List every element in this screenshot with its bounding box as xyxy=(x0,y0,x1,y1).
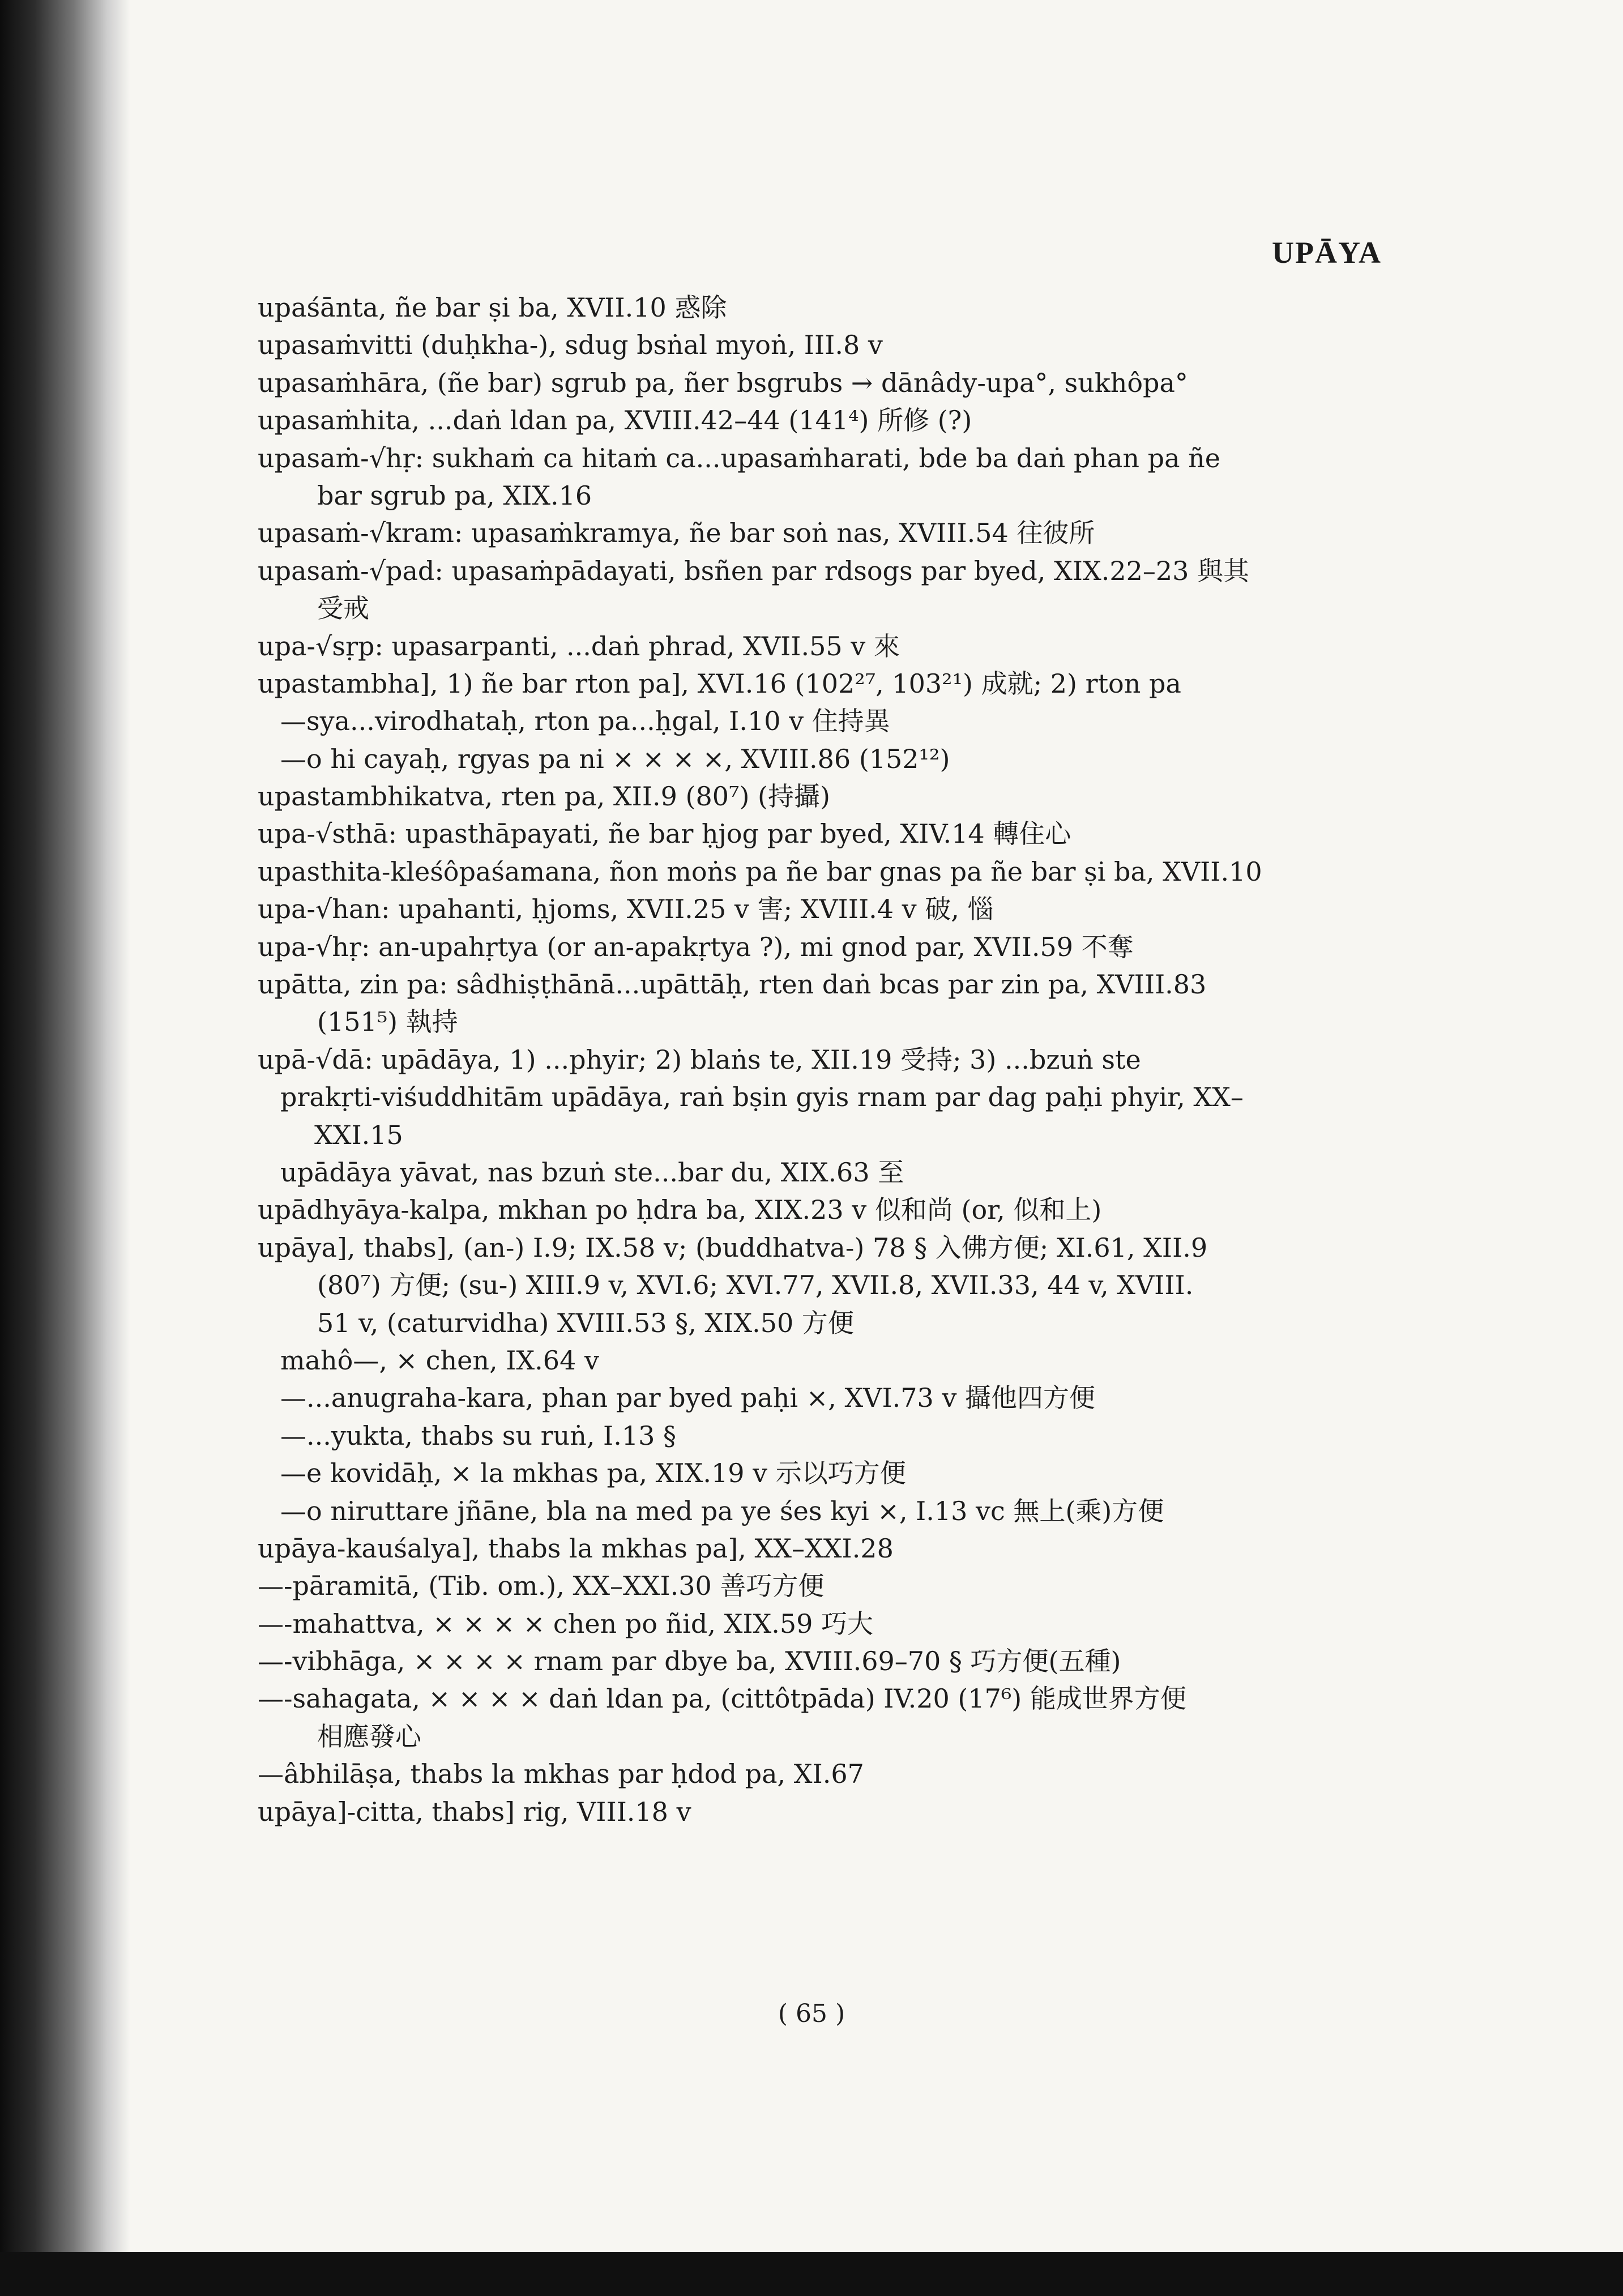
entry-line: upa-√han: upahanti, ḥjoms, XVII.25 v 害; XVIII.4 v 破, 惱 xyxy=(258,894,994,925)
entry-line: upasthita-kleśôpaśamana, ñon moṅs pa ñe bar gnas pa ñe bar ṣi ba, XVII.10 xyxy=(258,856,1262,887)
subentry-line: —-sahagata, × × × × daṅ ldan pa, (cittôtpāda) IV.20 (17⁶) 能成世界方便 xyxy=(258,1683,1186,1714)
entry-continuation: 51 v, (caturvidha) XVIII.53 §, XIX.50 方便 xyxy=(317,1307,854,1338)
entry-line: upādāya yāvat, nas bzuṅ ste...bar du, XIX.63 至 xyxy=(280,1156,904,1188)
binding-shadow xyxy=(0,0,130,2296)
entry-line: upasaṁhāra, (ñe bar) sgrub pa, ñer bsgrubs → dānâdy-upa°, sukhôpa° xyxy=(258,367,1188,398)
entry-line: upa-√hṛ: an-upahṛtya (or an-apakṛtya ?), mi gnod par, XVII.59 不奪 xyxy=(258,931,1134,962)
subentry-line: —e kovidāḥ, × la mkhas pa, XIX.19 v 示以巧方便 xyxy=(280,1458,906,1489)
entry-line: upāya], thabs], (an-) I.9; IX.58 v; (buddhatva-) 78 § 入佛方便; XI.61, XII.9 xyxy=(258,1232,1208,1263)
page-number: ( 65 ) xyxy=(778,1999,845,2028)
entry-line: upastambhikatva, rten pa, XII.9 (80⁷) (持攝) xyxy=(258,781,830,812)
entry-line: upasaṁvitti (duḥkha-), sdug bsṅal myoṅ, III.8 v xyxy=(258,330,883,361)
entry-continuation: (80⁷) 方便; (su-) XIII.9 v, XVI.6; XVI.77, XVII.8, XVII.33, 44 v, XVIII. xyxy=(317,1270,1194,1301)
subentry-line: —-mahattva, × × × × chen po ñid, XIX.59 巧大 xyxy=(258,1608,874,1639)
subentry-line: —...yukta, thabs su ruṅ, I.13 § xyxy=(280,1420,677,1451)
entry-line: upaśānta, ñe bar ṣi ba, XVII.10 惑除 xyxy=(258,292,727,323)
subentry-line: —-vibhāga, × × × × rnam par dbye ba, XVIII.69–70 § 巧方便(五種) xyxy=(258,1646,1121,1677)
entry-continuation: bar sgrub pa, XIX.16 xyxy=(317,480,592,511)
entry-line: upastambha], 1) ñe bar rton pa], XVI.16 (102²⁷, 103²¹) 成就; 2) rton pa xyxy=(258,668,1181,699)
subentry-line: prakṛti-viśuddhitām upādāya, raṅ bṣin gyis rnam par dag paḥi phyir, XX– xyxy=(280,1082,1244,1113)
entry-line: upāya]-citta, thabs] rig, VIII.18 v xyxy=(258,1796,691,1827)
entry-line: upasaṁhita, ...daṅ ldan pa, XVIII.42–44 (141⁴) 所修 (?) xyxy=(258,405,972,436)
entry-line: upā-√dā: upādāya, 1) ...phyir; 2) blaṅs te, XII.19 受持; 3) ...bzuṅ ste xyxy=(258,1044,1141,1075)
dictionary-entries xyxy=(258,289,1385,1830)
entry-line: upātta, zin pa: sâdhiṣṭhānā...upāttāḥ, rten daṅ bcas par zin pa, XVIII.83 xyxy=(258,969,1207,1000)
entry-continuation: (151⁵) 執持 xyxy=(317,1006,458,1038)
scan-edge xyxy=(0,2252,1623,2296)
subentry-line: —...anugraha-kara, phan par byed paḥi ×, XVI.73 v 攝他四方便 xyxy=(280,1382,1096,1414)
subentry-continuation: XXI.15 xyxy=(314,1119,403,1150)
subentry-line: —sya...virodhataḥ, rton pa...ḥgal, I.10 v 住持異 xyxy=(280,706,890,737)
entry-continuation: 相應發心 xyxy=(317,1721,421,1752)
entry-line: upasaṁ-√hṛ: sukhaṁ ca hitaṁ ca...upasaṁharati, bde ba daṅ phan pa ñe xyxy=(258,442,1220,473)
entry-line: upasaṁ-√kram: upasaṁkramya, ñe bar soṅ nas, XVIII.54 往彼所 xyxy=(258,518,1095,549)
subentry-line: —âbhilāṣa, thabs la mkhas par ḥdod pa, XI.67 xyxy=(258,1759,864,1790)
entry-line: upa-√sṛp: upasarpanti, ...daṅ phrad, XVII.55 v 來 xyxy=(258,630,900,662)
entry-line: upa-√sthā: upasthāpayati, ñe bar ḥjog par byed, XIV.14 轉住心 xyxy=(258,818,1071,850)
entry-continuation: 受戒 xyxy=(317,593,369,624)
subentry-line: —-pāramitā, (Tib. om.), XX–XXI.30 善巧方便 xyxy=(258,1571,825,1602)
running-head: UPĀYA xyxy=(1271,236,1382,270)
entry-line: upādhyāya-kalpa, mkhan po ḥdra ba, XIX.23 v 似和尚 (or, 似和上) xyxy=(258,1194,1102,1226)
entry-line: upasaṁ-√pad: upasaṁpādayati, bsñen par rdsogs par byed, XIX.22–23 與其 xyxy=(258,555,1250,586)
subentry-line: —o hi cayaḥ, rgyas pa ni × × × ×, XVIII.86 (152¹²) xyxy=(280,743,950,774)
entry-line: upāya-kauśalya], thabs la mkhas pa], XX–XXI.28 xyxy=(258,1533,894,1564)
subentry-line: —o niruttare jñāne, bla na med pa ye śes kyi ×, I.13 vc 無上(乘)方便 xyxy=(280,1495,1164,1526)
subentry-line: mahô—, × chen, IX.64 v xyxy=(280,1345,599,1376)
